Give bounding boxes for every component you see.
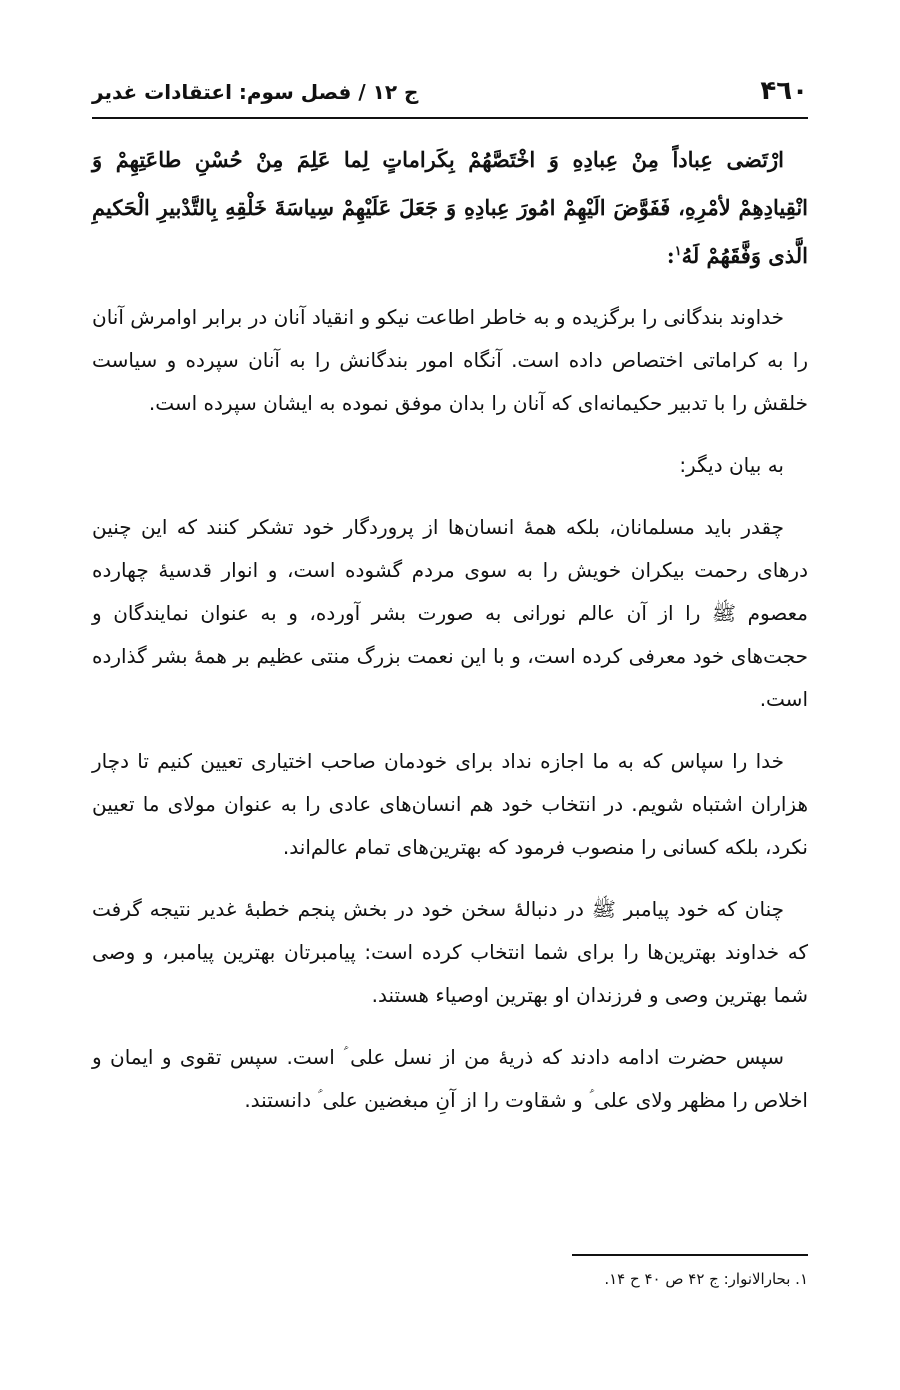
footnote: ۱. بحارالانوار: ج ۴۲ ص ۴۰ ح ۱۴. xyxy=(604,1270,808,1288)
paragraph-translation: خداوند بندگانی را برگزیده و به خاطر اطاعت نیکو و انقیاد آنان در برابر اوامرش آنان را به کراماتی اختصاص داده است. آنگاه امور بندگانش را به آنان سپرده و سیاست خلقش را با تدبیر حکیمانه‌ای که آنان را بدان موفق نموده به ایشان سپرده است. xyxy=(92,305,808,415)
paragraph-progeny: سپس حضرت ادامه دادند که ذریهٔ من از نسل علی ؑ است. سپس تقوی و ایمان و اخلاص را مظهر ولای علی ؑ و شقاوت را از آنِ مبغضین علی ؑ دانستند. xyxy=(92,1045,808,1112)
page-header xyxy=(92,72,808,112)
header-divider xyxy=(92,117,808,119)
paragraph-prophet: چنان که خود پیامبر ﷺ در دنبالهٔ سخن خود در بخش پنجم خطبهٔ غدیر نتیجه گرفت که خداوند بهترین‌ها را برای شما انتخاب کرده است: پیامبرتان بهترین پیامبر، و وصی شما بهترین وصی و فرزندان او بهترین اوصیاء هستند. xyxy=(92,897,808,1007)
main-text xyxy=(92,136,808,1141)
page-number: ۴٦٠ xyxy=(760,76,808,106)
arabic-quote-text: ارْتَضی عِباداً مِنْ عِبادِهِ وَ اخْتَصَّهُمْ بِکَراماتٍ لِما عَلِمَ مِنْ حُسْنِ طاعَتِهِمْ وَ انْقِیادِهِمْ لأمْرِهِ، فَفَوَّضَ الَیْهِمْ امُورَ عِبادِهِ وَ جَعَلَ عَلَیْهِمْ سِیاسَةَ خَلْقِهِ بِالتَّدْبیرِ الْحَکیمِ الَّذی وَفَّقَهُمْ لَهُ xyxy=(92,147,808,268)
footnote-divider xyxy=(572,1254,808,1256)
arabic-quote xyxy=(92,136,808,280)
paragraph-lead-in: به بیان دیگر: xyxy=(679,453,784,477)
paragraph-praise: خدا را سپاس که به ما اجازه نداد برای خودمان صاحب اختیاری تعیین کنیم تا دچار هزاران اشتباه شویم. در انتخاب خود هم انسان‌های عادی را به عنوان مولای ما تعیین نکرد، بلکه کسانی را منصوب فرمود که بهترین‌های تمام عالم‌اند. xyxy=(92,749,808,859)
arabic-quote-end: : xyxy=(666,243,675,268)
running-head: ج ۱۲ / فصل سوم: اعتقادات غدیر xyxy=(92,80,419,104)
footnote-marker: ۱ xyxy=(674,244,682,259)
paragraph-gratitude: چقدر باید مسلمانان، بلکه همهٔ انسان‌ها از پروردگار خود تشکر کنند که این چنین درهای رحمت بیکران خویش را به سوی مردم گشوده است، و انوار قدسیهٔ چهارده معصوم ﷺ را از آن عالم نورانی به صورت بشر آورده، و به عنوان نمایندگان و حجت‌های خود معرفی کرده است، و با این نعمت بزرگ منتی عظیم بر همهٔ بشر گذارده است. xyxy=(92,515,808,711)
